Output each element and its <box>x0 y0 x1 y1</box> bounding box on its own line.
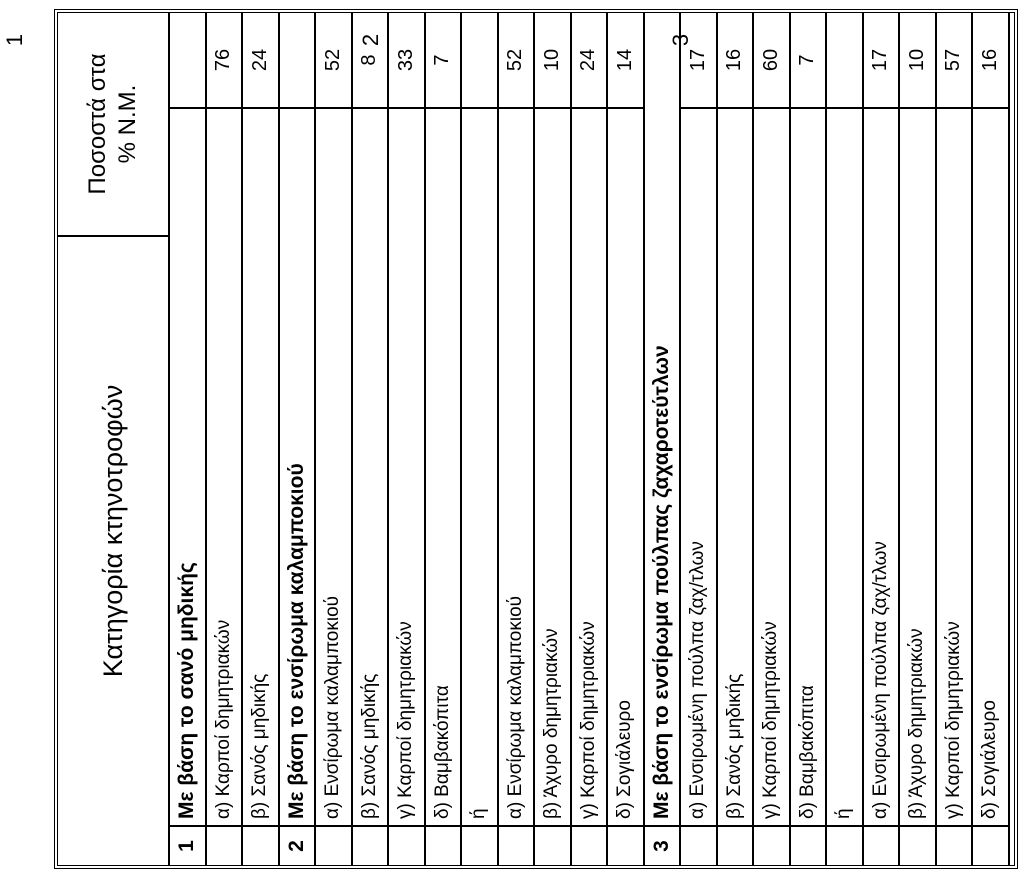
table-row <box>316 13 353 865</box>
row-number <box>754 825 789 865</box>
row-description: δ) Σογιάλευρο <box>608 107 643 825</box>
row-number <box>681 825 716 865</box>
row-number: 3 <box>645 825 680 865</box>
table-row <box>572 13 609 865</box>
header-category: Κατηγορία κτηνοτροφών <box>58 235 168 825</box>
row-percent-value: 16 <box>978 48 1001 72</box>
row-percent-value: 24 <box>577 48 600 72</box>
row-description: δ) Βαμβακόπιτα <box>426 107 461 825</box>
row-description: β) Σανός μηδικής <box>243 107 278 825</box>
row-number <box>827 825 862 865</box>
row-number <box>937 825 972 865</box>
section-row <box>645 13 682 865</box>
row-percent-value <box>170 13 205 107</box>
row-percent-value: 24 <box>248 48 271 72</box>
row-number <box>499 825 534 865</box>
table-row <box>827 13 864 865</box>
table-row <box>535 13 572 865</box>
row-description: δ) Βαμβακόπιτα <box>791 107 826 825</box>
row-number <box>243 825 278 865</box>
row-number <box>791 825 826 865</box>
header-percent <box>58 13 168 235</box>
row-percent-value: 76 <box>212 48 235 72</box>
row-description: α) Ενσιρωμένη πούλπα ζαχ/τλων <box>864 107 899 825</box>
table-row <box>499 13 536 865</box>
row-description: β) Άχυρο δημητριακών <box>535 107 570 825</box>
row-description: γ) Καρποί δημητριακών <box>937 107 972 825</box>
header-spacer <box>58 825 168 865</box>
row-number <box>462 825 497 865</box>
row-number <box>973 825 1008 865</box>
row-percent-value: 17 <box>686 48 709 72</box>
table-row <box>426 13 463 865</box>
table-row <box>462 13 499 865</box>
row-description: ή <box>827 107 862 825</box>
section-row <box>170 13 207 865</box>
row-number <box>207 825 242 865</box>
row-description: β) Σανός μηδικής <box>718 107 753 825</box>
section-row <box>280 13 317 865</box>
row-number: 2 <box>280 825 315 865</box>
row-percent-value: 17 <box>869 48 892 72</box>
row-description: β) Άχυρο δημητριακών <box>900 107 935 825</box>
table-row <box>900 13 937 865</box>
row-description: α) Ενσιρωμένη πούλπα ζαχ/τλων <box>681 107 716 825</box>
row-number <box>389 825 424 865</box>
row-percent-value <box>280 13 315 107</box>
table-header-row <box>58 13 170 865</box>
row-number <box>353 825 388 865</box>
row-description: Με βάση το σανό μηδικής <box>170 107 205 825</box>
row-description: ή <box>462 107 497 825</box>
row-description: α) Ενσίρωμα καλαμποκιού <box>316 107 351 825</box>
table-row <box>207 13 244 865</box>
row-percent-value: 10 <box>540 48 563 72</box>
row-description: γ) Καρποί δημητριακών <box>754 107 789 825</box>
row-percent-value: 8 <box>358 54 381 66</box>
margin-number: 3 <box>668 33 693 47</box>
row-description: γ) Καρποί δημητριακών <box>389 107 424 825</box>
feed-category-table <box>54 9 1018 869</box>
row-number <box>864 825 899 865</box>
row-number <box>535 825 570 865</box>
row-number <box>718 825 753 865</box>
row-number <box>316 825 351 865</box>
table-row <box>754 13 791 865</box>
header-percent-line1: Ποσοστά στα <box>84 53 111 195</box>
header-percent-line2: % Ν.Μ. <box>114 84 141 164</box>
row-description: Με βάση το ενσίρωμα καλαμποκιού <box>280 107 315 825</box>
row-description: δ) Σογιάλευρο <box>973 107 1008 825</box>
row-number <box>608 825 643 865</box>
row-description: Με βάση το ενσίρωμα πούλπας ζαχαροτεύτλων <box>649 345 673 819</box>
table-row <box>243 13 280 865</box>
table-row <box>389 13 426 865</box>
row-percent-value: 14 <box>613 48 636 72</box>
row-percent-value: 33 <box>394 48 417 72</box>
table-row <box>718 13 755 865</box>
row-percent-value: 52 <box>321 48 344 72</box>
table-row <box>608 13 645 865</box>
row-description: α) Ενσίρωμα καλαμποκιού <box>499 107 534 825</box>
table-row <box>937 13 974 865</box>
row-number <box>426 825 461 865</box>
margin-number: 2 <box>358 33 383 47</box>
row-description: α) Καρποί δημητριακών <box>207 107 242 825</box>
table-row <box>864 13 901 865</box>
row-percent-value: 7 <box>431 54 454 66</box>
row-number: 1 <box>170 825 205 865</box>
row-number <box>572 825 607 865</box>
margin-number: 1 <box>2 33 27 47</box>
row-percent-value: 10 <box>905 48 928 72</box>
row-percent-value <box>462 13 497 107</box>
table-row <box>973 13 1010 865</box>
row-description: β) Σανός μηδικής <box>353 107 388 825</box>
table-row <box>353 13 390 865</box>
row-percent-value: 60 <box>759 48 782 72</box>
row-description: γ) Καρποί δημητριακών <box>572 107 607 825</box>
table-row <box>681 13 718 865</box>
row-number <box>900 825 935 865</box>
row-percent-value: 7 <box>796 54 819 66</box>
row-percent-value: 57 <box>942 48 965 72</box>
row-percent-value: 52 <box>504 48 527 72</box>
row-percent-value: 16 <box>723 48 746 72</box>
table-row <box>791 13 828 865</box>
row-percent-value <box>827 13 862 107</box>
